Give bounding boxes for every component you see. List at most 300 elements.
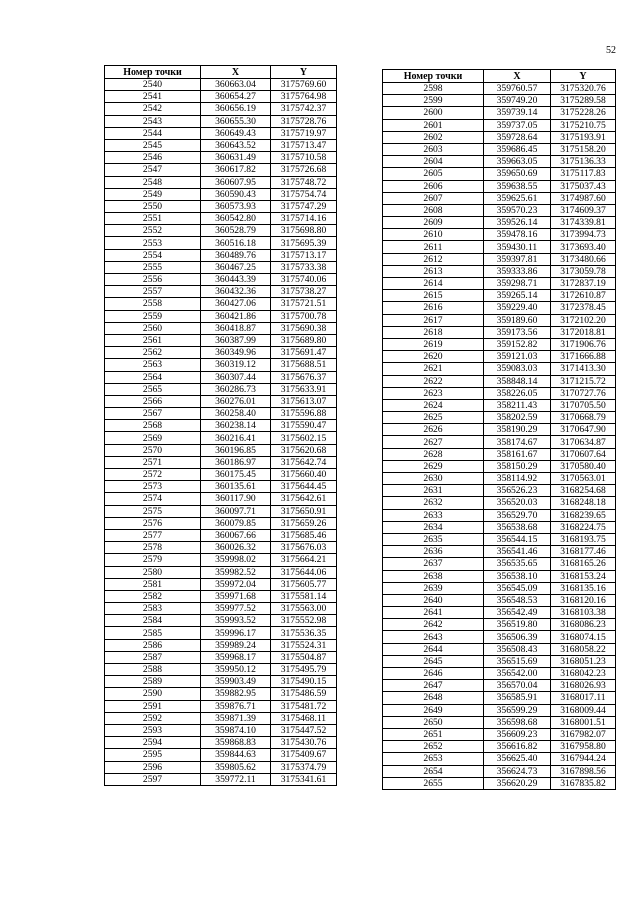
cell-y: 3175602.15 — [271, 432, 337, 444]
cell-y: 3175742.37 — [271, 103, 337, 115]
cell-point-number: 2614 — [383, 278, 484, 290]
cell-y: 3175644.45 — [271, 481, 337, 493]
cell-point-number: 2635 — [383, 533, 484, 545]
cell-point-number: 2647 — [383, 680, 484, 692]
cell-y: 3175660.40 — [271, 469, 337, 481]
cell-point-number: 2641 — [383, 607, 484, 619]
cell-point-number: 2565 — [105, 383, 201, 395]
table-row — [105, 115, 337, 127]
cell-x: 359189.60 — [484, 314, 551, 326]
table-row — [105, 639, 337, 651]
cell-point-number: 2586 — [105, 639, 201, 651]
table-row — [383, 728, 616, 740]
table-row — [105, 322, 337, 334]
table-row — [383, 485, 616, 497]
cell-x: 359805.62 — [201, 761, 271, 773]
cell-y: 3167835.82 — [551, 777, 616, 789]
cell-y: 3168120.16 — [551, 594, 616, 606]
cell-point-number: 2655 — [383, 777, 484, 789]
table-row — [383, 753, 616, 765]
cell-y: 3175490.15 — [271, 676, 337, 688]
cell-point-number: 2620 — [383, 351, 484, 363]
cell-point-number: 2598 — [383, 83, 484, 95]
cell-x: 359882.95 — [201, 688, 271, 700]
cell-x: 359333.86 — [484, 265, 551, 277]
cell-point-number: 2563 — [105, 359, 201, 371]
table-row — [105, 371, 337, 383]
table-row — [105, 383, 337, 395]
cell-x: 360117.90 — [201, 493, 271, 505]
cell-y: 3175289.58 — [551, 95, 616, 107]
cell-y: 3168248.18 — [551, 497, 616, 509]
cell-y: 3168042.23 — [551, 668, 616, 680]
table-row — [105, 298, 337, 310]
table-row — [383, 497, 616, 509]
cell-y: 3175468.11 — [271, 712, 337, 724]
table-row — [105, 700, 337, 712]
table-row — [383, 119, 616, 131]
cell-x: 356538.10 — [484, 570, 551, 582]
cell-point-number: 2611 — [383, 241, 484, 253]
cell-x: 358202.59 — [484, 412, 551, 424]
cell-x: 360542.80 — [201, 213, 271, 225]
cell-point-number: 2604 — [383, 156, 484, 168]
table-row — [383, 278, 616, 290]
cell-x: 358150.29 — [484, 460, 551, 472]
table-row — [105, 664, 337, 676]
cell-point-number: 2646 — [383, 668, 484, 680]
cell-point-number: 2581 — [105, 578, 201, 590]
cell-point-number: 2624 — [383, 399, 484, 411]
cell-point-number: 2632 — [383, 497, 484, 509]
cell-x: 360387.99 — [201, 334, 271, 346]
table-row — [383, 594, 616, 606]
cell-y: 3175620.68 — [271, 444, 337, 456]
cell-y: 3168017.11 — [551, 692, 616, 704]
cell-point-number: 2555 — [105, 261, 201, 273]
table-row — [105, 334, 337, 346]
table-row — [105, 590, 337, 602]
cell-y: 3171413.30 — [551, 363, 616, 375]
cell-point-number: 2550 — [105, 200, 201, 212]
cell-point-number: 2606 — [383, 180, 484, 192]
cell-point-number: 2654 — [383, 765, 484, 777]
cell-y: 3175409.67 — [271, 749, 337, 761]
cell-x: 356545.09 — [484, 582, 551, 594]
cell-point-number: 2578 — [105, 542, 201, 554]
cell-y: 3175644.06 — [271, 566, 337, 578]
cell-y: 3175581.14 — [271, 590, 337, 602]
cell-point-number: 2622 — [383, 375, 484, 387]
cell-point-number: 2652 — [383, 741, 484, 753]
cell-y: 3175117.83 — [551, 168, 616, 180]
cell-x: 360643.52 — [201, 139, 271, 151]
cell-x: 360307.44 — [201, 371, 271, 383]
cell-point-number: 2548 — [105, 176, 201, 188]
table-row — [105, 103, 337, 115]
cell-x: 359298.71 — [484, 278, 551, 290]
cell-point-number: 2567 — [105, 408, 201, 420]
table-row — [105, 456, 337, 468]
cell-y: 3171906.76 — [551, 338, 616, 350]
table-row — [105, 578, 337, 590]
cell-x: 359397.81 — [484, 253, 551, 265]
cell-y: 3168177.46 — [551, 546, 616, 558]
cell-point-number: 2591 — [105, 700, 201, 712]
cell-point-number: 2640 — [383, 594, 484, 606]
cell-y: 3175613.07 — [271, 395, 337, 407]
cell-point-number: 2585 — [105, 627, 201, 639]
table-row — [383, 424, 616, 436]
cell-point-number: 2576 — [105, 517, 201, 529]
table-row — [383, 204, 616, 216]
cell-x: 356609.23 — [484, 728, 551, 740]
cell-x: 359686.45 — [484, 143, 551, 155]
cell-point-number: 2594 — [105, 737, 201, 749]
cell-point-number: 2582 — [105, 590, 201, 602]
table-row — [105, 420, 337, 432]
cell-y: 3170705.50 — [551, 399, 616, 411]
table-row — [105, 274, 337, 286]
cell-x: 358211.43 — [484, 399, 551, 411]
cell-point-number: 2645 — [383, 655, 484, 667]
cell-x: 359993.52 — [201, 615, 271, 627]
cell-point-number: 2612 — [383, 253, 484, 265]
table-row — [383, 95, 616, 107]
header-point-number: Номер точки — [383, 70, 484, 83]
table-row — [383, 631, 616, 643]
cell-x: 359971.68 — [201, 590, 271, 602]
cell-x: 360656.19 — [201, 103, 271, 115]
cell-y: 3175486.59 — [271, 688, 337, 700]
cell-x: 360258.40 — [201, 408, 271, 420]
table-row — [105, 286, 337, 298]
table-row — [383, 619, 616, 631]
cell-point-number: 2605 — [383, 168, 484, 180]
cell-x: 359739.14 — [484, 107, 551, 119]
cell-point-number: 2600 — [383, 107, 484, 119]
table-row — [105, 444, 337, 456]
cell-y: 3175210.75 — [551, 119, 616, 131]
table-row — [383, 680, 616, 692]
cell-point-number: 2610 — [383, 229, 484, 241]
table-row — [383, 326, 616, 338]
cell-y: 3170647.90 — [551, 424, 616, 436]
table-row — [383, 180, 616, 192]
cell-x: 358174.67 — [484, 436, 551, 448]
cell-point-number: 2559 — [105, 310, 201, 322]
cell-y: 3175738.27 — [271, 286, 337, 298]
cell-y: 3175136.33 — [551, 156, 616, 168]
cell-y: 3168051.23 — [551, 655, 616, 667]
cell-x: 359871.39 — [201, 712, 271, 724]
table-row — [383, 290, 616, 302]
cell-y: 3171215.72 — [551, 375, 616, 387]
cell-x: 360026.32 — [201, 542, 271, 554]
cell-x: 358226.05 — [484, 387, 551, 399]
cell-y: 3173693.40 — [551, 241, 616, 253]
header-x: X — [201, 66, 271, 79]
cell-y: 3175037.43 — [551, 180, 616, 192]
cell-x: 359229.40 — [484, 302, 551, 314]
cell-point-number: 2575 — [105, 505, 201, 517]
cell-y: 3175726.68 — [271, 164, 337, 176]
cell-point-number: 2648 — [383, 692, 484, 704]
cell-x: 356598.68 — [484, 716, 551, 728]
cell-point-number: 2574 — [105, 493, 201, 505]
cell-point-number: 2551 — [105, 213, 201, 225]
cell-x: 359526.14 — [484, 217, 551, 229]
table-row — [383, 229, 616, 241]
table-row — [383, 314, 616, 326]
cell-y: 3175688.51 — [271, 359, 337, 371]
cell-y: 3168165.26 — [551, 558, 616, 570]
cell-point-number: 2651 — [383, 728, 484, 740]
coordinates-table-left — [104, 65, 337, 786]
cell-x: 356526.23 — [484, 485, 551, 497]
table-row — [383, 253, 616, 265]
table-row — [105, 91, 337, 103]
cell-y: 3167982.07 — [551, 728, 616, 740]
table-row — [383, 777, 616, 789]
cell-x: 359638.55 — [484, 180, 551, 192]
cell-y: 3175524.31 — [271, 639, 337, 651]
table-row — [105, 627, 337, 639]
cell-y: 3175713.47 — [271, 139, 337, 151]
cell-y: 3175633.91 — [271, 383, 337, 395]
cell-point-number: 2637 — [383, 558, 484, 570]
cell-x: 359950.12 — [201, 664, 271, 676]
table-row — [383, 192, 616, 204]
cell-point-number: 2570 — [105, 444, 201, 456]
cell-point-number: 2580 — [105, 566, 201, 578]
coordinates-table-right — [382, 69, 616, 790]
cell-x: 359874.10 — [201, 724, 271, 736]
cell-y: 3167958.80 — [551, 741, 616, 753]
table-row — [383, 582, 616, 594]
cell-point-number: 2634 — [383, 521, 484, 533]
cell-y: 3175748.72 — [271, 176, 337, 188]
cell-y: 3175341.61 — [271, 773, 337, 785]
cell-x: 360573.93 — [201, 200, 271, 212]
cell-y: 3175495.79 — [271, 664, 337, 676]
cell-point-number: 2636 — [383, 546, 484, 558]
cell-point-number: 2618 — [383, 326, 484, 338]
table-row — [105, 737, 337, 749]
cell-x: 356535.65 — [484, 558, 551, 570]
cell-y: 3168009.44 — [551, 704, 616, 716]
cell-y: 3175193.91 — [551, 131, 616, 143]
table-row — [105, 554, 337, 566]
cell-x: 356529.70 — [484, 509, 551, 521]
cell-point-number: 2644 — [383, 643, 484, 655]
cell-point-number: 2545 — [105, 139, 201, 151]
cell-x: 356544.15 — [484, 533, 551, 545]
cell-point-number: 2558 — [105, 298, 201, 310]
table-row — [105, 200, 337, 212]
table-row — [105, 651, 337, 663]
cell-x: 358848.14 — [484, 375, 551, 387]
cell-y: 3172610.87 — [551, 290, 616, 302]
cell-x: 360079.85 — [201, 517, 271, 529]
cell-x: 360135.61 — [201, 481, 271, 493]
cell-x: 358161.67 — [484, 448, 551, 460]
cell-y: 3175754.74 — [271, 188, 337, 200]
cell-x: 356570.04 — [484, 680, 551, 692]
cell-x: 359083.03 — [484, 363, 551, 375]
cell-point-number: 2592 — [105, 712, 201, 724]
table-row — [383, 558, 616, 570]
cell-y: 3172378.45 — [551, 302, 616, 314]
table-row — [383, 741, 616, 753]
cell-x: 360649.43 — [201, 127, 271, 139]
cell-y: 3175740.06 — [271, 274, 337, 286]
cell-y: 3175650.91 — [271, 505, 337, 517]
cell-point-number: 2557 — [105, 286, 201, 298]
table-row — [105, 615, 337, 627]
table-row — [105, 310, 337, 322]
cell-x: 359760.57 — [484, 83, 551, 95]
cell-x: 356519.80 — [484, 619, 551, 631]
table-row — [383, 143, 616, 155]
cell-point-number: 2569 — [105, 432, 201, 444]
cell-x: 360196.85 — [201, 444, 271, 456]
cell-point-number: 2572 — [105, 469, 201, 481]
table-row — [105, 505, 337, 517]
cell-x: 360427.06 — [201, 298, 271, 310]
cell-x: 359173.56 — [484, 326, 551, 338]
cell-x: 359772.11 — [201, 773, 271, 785]
cell-x: 356625.40 — [484, 753, 551, 765]
table-row — [105, 188, 337, 200]
cell-y: 3175659.26 — [271, 517, 337, 529]
table-row — [105, 347, 337, 359]
cell-x: 359663.05 — [484, 156, 551, 168]
table-row — [105, 176, 337, 188]
cell-point-number: 2593 — [105, 724, 201, 736]
table-row — [383, 448, 616, 460]
cell-y: 3168103.38 — [551, 607, 616, 619]
cell-x: 359728.64 — [484, 131, 551, 143]
table-row — [383, 546, 616, 558]
table-row — [105, 481, 337, 493]
table-row — [105, 469, 337, 481]
cell-y: 3175689.80 — [271, 334, 337, 346]
cell-x: 356541.46 — [484, 546, 551, 558]
cell-point-number: 2583 — [105, 603, 201, 615]
cell-y: 3174987.60 — [551, 192, 616, 204]
table-row — [105, 688, 337, 700]
cell-y: 3168153.24 — [551, 570, 616, 582]
cell-x: 356515.69 — [484, 655, 551, 667]
cell-x: 356585.91 — [484, 692, 551, 704]
cell-x: 356538.68 — [484, 521, 551, 533]
cell-x: 360443.39 — [201, 274, 271, 286]
table-header-row — [105, 66, 337, 79]
cell-x: 360607.95 — [201, 176, 271, 188]
table-row — [105, 359, 337, 371]
cell-x: 360590.43 — [201, 188, 271, 200]
cell-y: 3175596.88 — [271, 408, 337, 420]
cell-y: 3172018.81 — [551, 326, 616, 338]
table-row — [105, 761, 337, 773]
cell-y: 3175713.17 — [271, 249, 337, 261]
cell-y: 3175710.58 — [271, 152, 337, 164]
cell-x: 359968.17 — [201, 651, 271, 663]
cell-x: 359625.61 — [484, 192, 551, 204]
cell-y: 3175590.47 — [271, 420, 337, 432]
cell-x: 360186.97 — [201, 456, 271, 468]
cell-point-number: 2573 — [105, 481, 201, 493]
cell-x: 360319.12 — [201, 359, 271, 371]
table-row — [105, 603, 337, 615]
table-row — [105, 225, 337, 237]
cell-x: 359430.11 — [484, 241, 551, 253]
cell-point-number: 2587 — [105, 651, 201, 663]
cell-y: 3168058.22 — [551, 643, 616, 655]
table-row — [105, 517, 337, 529]
cell-point-number: 2609 — [383, 217, 484, 229]
cell-y: 3172837.19 — [551, 278, 616, 290]
cell-point-number: 2588 — [105, 664, 201, 676]
cell-y: 3171666.88 — [551, 351, 616, 363]
cell-point-number: 2556 — [105, 274, 201, 286]
cell-point-number: 2541 — [105, 91, 201, 103]
cell-y: 3170580.40 — [551, 460, 616, 472]
table-row — [383, 521, 616, 533]
table-row — [105, 237, 337, 249]
cell-y: 3175698.80 — [271, 225, 337, 237]
header-y: Y — [551, 70, 616, 83]
cell-y: 3175552.98 — [271, 615, 337, 627]
table-row — [383, 533, 616, 545]
cell-x: 360489.76 — [201, 249, 271, 261]
cell-x: 356508.43 — [484, 643, 551, 655]
cell-x: 356542.49 — [484, 607, 551, 619]
cell-point-number: 2619 — [383, 338, 484, 350]
cell-y: 3168193.75 — [551, 533, 616, 545]
cell-point-number: 2649 — [383, 704, 484, 716]
table-row — [383, 375, 616, 387]
table-row — [105, 249, 337, 261]
cell-x: 360418.87 — [201, 322, 271, 334]
cell-x: 358114.92 — [484, 473, 551, 485]
cell-point-number: 2650 — [383, 716, 484, 728]
cell-point-number: 2562 — [105, 347, 201, 359]
cell-y: 3175642.74 — [271, 456, 337, 468]
cell-x: 359570.23 — [484, 204, 551, 216]
cell-y: 3175374.79 — [271, 761, 337, 773]
cell-point-number: 2552 — [105, 225, 201, 237]
cell-point-number: 2608 — [383, 204, 484, 216]
cell-y: 3168026.93 — [551, 680, 616, 692]
cell-y: 3175690.38 — [271, 322, 337, 334]
cell-point-number: 2633 — [383, 509, 484, 521]
table-header-row — [383, 70, 616, 83]
cell-point-number: 2601 — [383, 119, 484, 131]
cell-y: 3173994.73 — [551, 229, 616, 241]
table-row — [105, 749, 337, 761]
table-row — [383, 655, 616, 667]
cell-x: 359868.83 — [201, 737, 271, 749]
cell-x: 356548.53 — [484, 594, 551, 606]
cell-y: 3175320.76 — [551, 83, 616, 95]
cell-point-number: 2571 — [105, 456, 201, 468]
cell-y: 3170607.64 — [551, 448, 616, 460]
cell-y: 3174609.37 — [551, 204, 616, 216]
cell-x: 359972.04 — [201, 578, 271, 590]
table-row — [383, 399, 616, 411]
